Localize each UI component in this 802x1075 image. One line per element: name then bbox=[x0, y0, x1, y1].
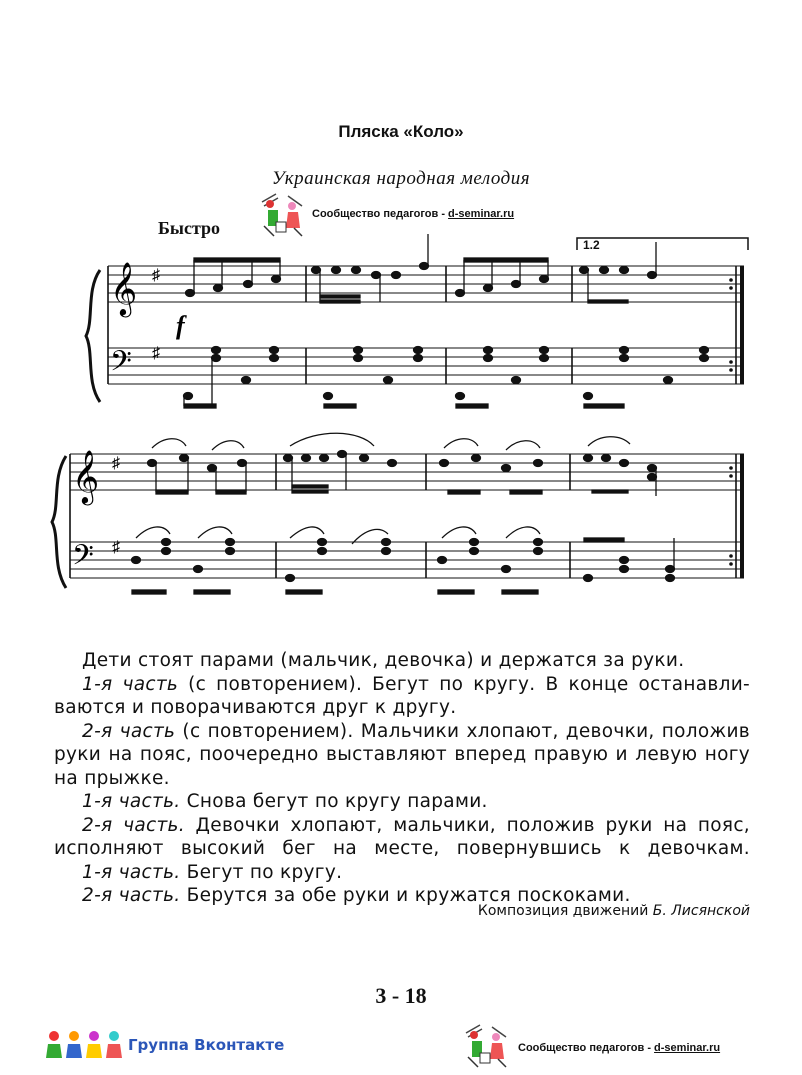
watermark-link[interactable]: d-seminar.ru bbox=[654, 1042, 721, 1054]
paragraph-0: Дети стоят парами (мальчик, девочка) и держатся за руки. bbox=[82, 650, 685, 671]
music-system-1 bbox=[80, 230, 760, 420]
svg-text:𝄞: 𝄞 bbox=[72, 451, 100, 502]
paragraph-10: 2-я часть. Берутся за обе руки и кружатся поскоками. bbox=[82, 885, 631, 906]
watermark-label: Сообщество педагогов - bbox=[312, 208, 449, 220]
music-system-2 bbox=[40, 430, 760, 610]
svg-text:𝄞: 𝄞 bbox=[110, 263, 138, 314]
svg-text:♯: ♯ bbox=[152, 267, 160, 284]
credit-label: Композиция движений bbox=[477, 903, 653, 919]
choreography-credit bbox=[478, 903, 750, 919]
watermark-top bbox=[312, 208, 514, 220]
seminar-logo-icon bbox=[462, 1022, 512, 1070]
paragraph-6: 1-я часть. Снова бегут по кругу парами. bbox=[82, 791, 488, 812]
vk-group-link[interactable]: Группа Вконтакте bbox=[128, 1036, 285, 1054]
svg-text:f: f bbox=[176, 311, 185, 340]
paragraph-7: 2-я часть. Девочки хлопают, мальчики, положив руки на пояс, bbox=[82, 814, 750, 836]
paragraph-9: 1-я часть. Бегут по кругу. bbox=[82, 861, 343, 883]
instructions-text bbox=[54, 649, 750, 908]
watermark-bottom bbox=[518, 1042, 720, 1054]
svg-text:𝄢: 𝄢 bbox=[110, 347, 132, 384]
credit-author: Б. Лисянской bbox=[652, 903, 750, 919]
watermark-link[interactable]: d-seminar.ru bbox=[448, 208, 515, 220]
paragraph-4: руки на пояс, поочередно выставляют вперед правую и левую ногу bbox=[54, 744, 750, 765]
page-title: Пляска «Коло» bbox=[338, 122, 464, 141]
paragraph-8: исполняют высокий бег на месте, повернувшись к девочкам. bbox=[54, 838, 750, 859]
volta-label: 1.2 bbox=[583, 238, 600, 252]
page-number: 3 - 18 bbox=[375, 983, 427, 1008]
svg-text:♯: ♯ bbox=[112, 539, 120, 556]
watermark-label: Сообщество педагогов - bbox=[518, 1042, 655, 1054]
svg-text:𝄢: 𝄢 bbox=[72, 541, 94, 578]
paragraph-1: 1-я часть (с повторением). Бегут по кругу. В конце останавли- bbox=[82, 673, 751, 695]
paragraph-5: на прыжке. bbox=[54, 767, 170, 789]
svg-text:♯: ♯ bbox=[112, 455, 120, 472]
tempo-marking: Быстро bbox=[158, 218, 221, 238]
paragraph-3: 2-я часть (с повторением). Мальчики хлопают, девочки, положив bbox=[82, 720, 750, 742]
subtitle: Украинская народная мелодия bbox=[271, 168, 531, 189]
svg-text:♯: ♯ bbox=[152, 345, 160, 362]
paragraph-2: ваются и поворачиваются друг к другу. bbox=[54, 697, 457, 718]
kids-icon bbox=[44, 1028, 124, 1064]
